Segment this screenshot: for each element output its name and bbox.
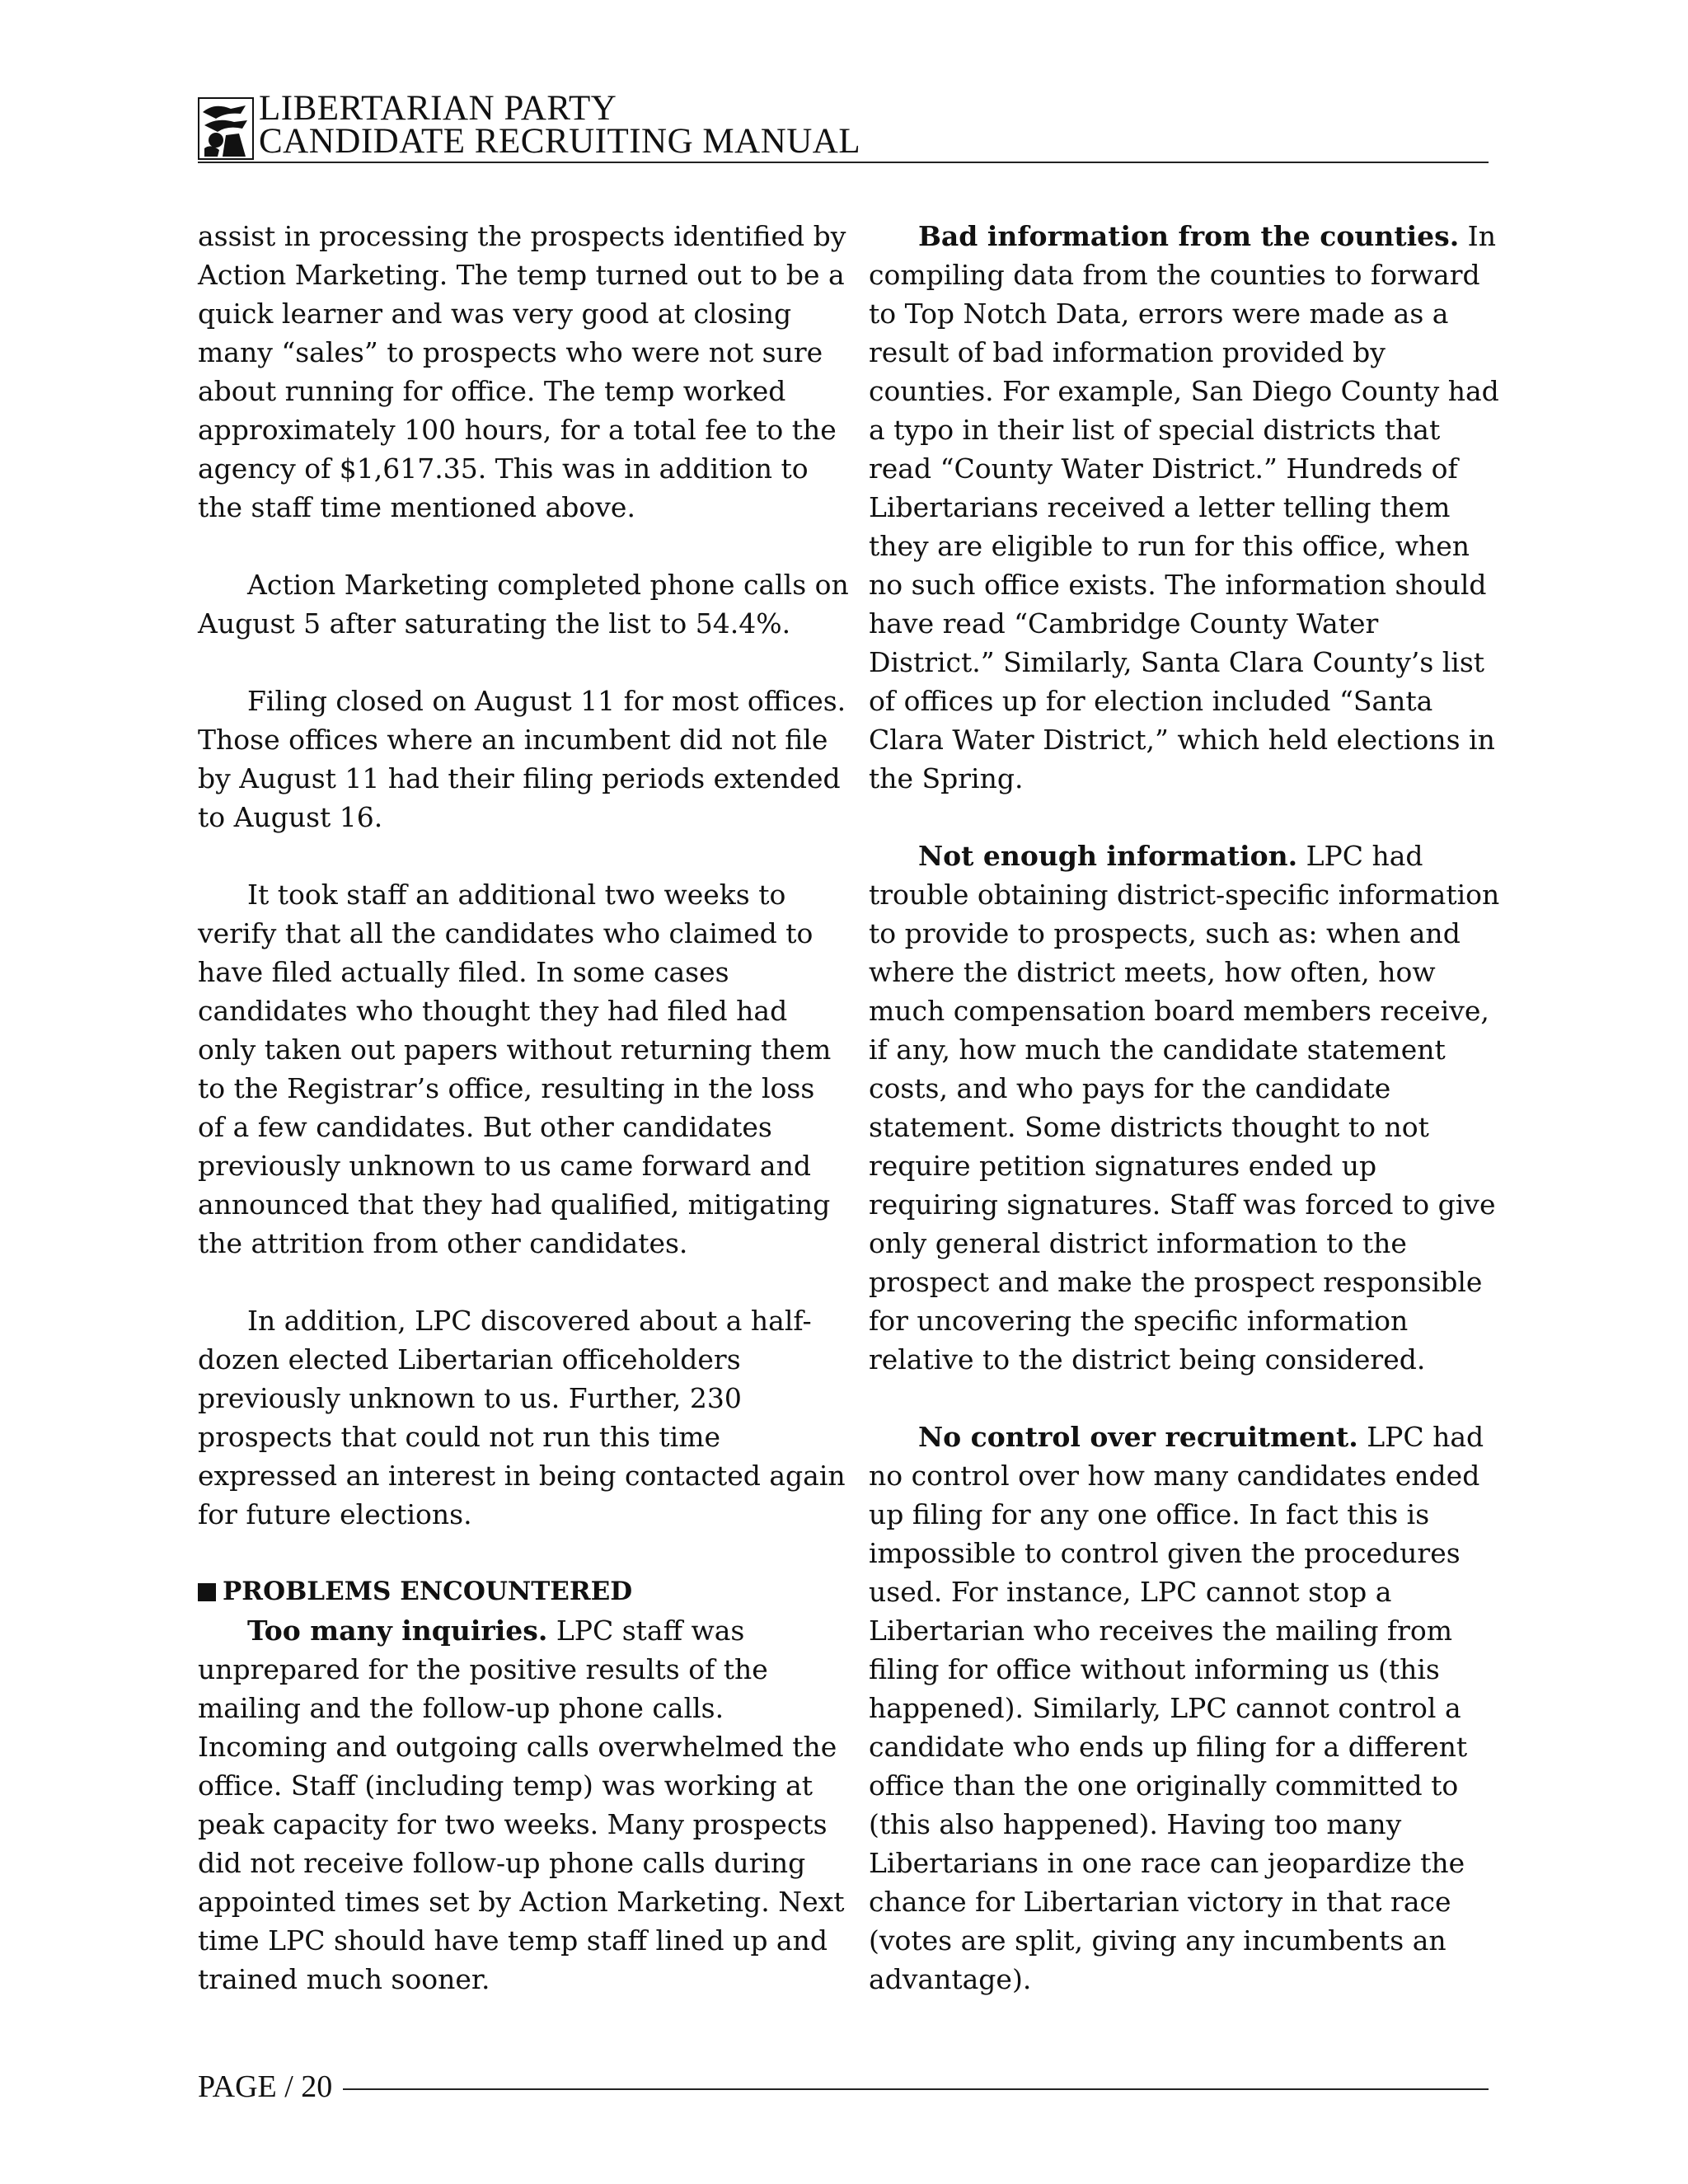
header-line-1: LIBERTARIAN PARTY xyxy=(259,89,617,128)
paragraph: Action Marketing completed phone calls on August 5 after saturating the list to 54.4%. xyxy=(198,569,849,640)
paragraph: Filing closed on August 11 for most offices. Those offices where an incumbent did not file by August 11 had their filing periods extended to August 16. xyxy=(198,685,846,833)
paragraph-lead: Bad information from the counties. xyxy=(918,220,1460,252)
section-heading-text: PROBLEMS ENCOUNTERED xyxy=(223,1577,633,1606)
paragraph: In addition, LPC discovered about a half-dozen elected Libertarian officeholders previously unknown to us. Further, 230 prospects that could not run this time expressed an interest in being contacted again for future elections. xyxy=(198,1305,846,1530)
paragraph-lead: No control over recruitment. xyxy=(918,1421,1358,1453)
paragraph: assist in processing the prospects identified by Action Marketing. The temp turned out to be a quick learner and was very good at closing many “sales” to prospects who were not sure about running for office. The temp worked approximately 100 hours, for a total fee to the agency of $1,617.35. This was in addition to the staff time mentioned above. xyxy=(198,220,846,523)
paragraph-lead: Too many inquiries. xyxy=(247,1615,548,1647)
paragraph-lead: Not enough information. xyxy=(918,840,1298,872)
paragraph xyxy=(869,1418,1503,1999)
page-number: PAGE / 20 xyxy=(198,2069,333,2104)
page-footer xyxy=(198,2069,1489,2110)
section-heading xyxy=(198,1572,849,1611)
paragraph-body: LPC had no control over how many candidates ended up filing for any one office. In fact this is impossible to control given the procedures used. For instance, LPC cannot stop a Libertarian who receives the mailing from filing for office without informing us (this happened). Similarly, LPC cannot control a candidate who ends up filing for a different office than the one originally committed to (this also happened). Having too many Libertarians in one race can jeopardize the chance for Libertarian victory in that race (votes are split, giving any incumbents an advantage). xyxy=(869,1421,1484,1995)
square-bullet-icon xyxy=(198,1583,216,1601)
paragraph: It took staff an additional two weeks to verify that all the candidates who claimed to have filed actually filed. In some cases candidates who thought they had filed had only taken out papers without returning them to the Registrar’s office, resulting in the loss of a few candidates. But other candidates previously unknown to us came forward and announced that they had qualified, mitigating the attrition from other candidates. xyxy=(198,879,832,1259)
header-divider xyxy=(198,162,1489,163)
header-line-2: CANDIDATE RECRUITING MANUAL xyxy=(259,122,861,161)
paragraph-body: In compiling data from the counties to forward to Top Notch Data, errors were made as a result of bad information provided by counties. For example, San Diego County had a typo in their list of special districts that read “County Water District.” Hundreds of Libertarians received a letter telling them they are eligible to run for this office, when no such office exists. The information should have read “Cambridge County Water District.” Similarly, Santa Clara County’s list of offices up for election included “Santa Clara Water District,” which held elections in the Spring. xyxy=(869,220,1499,794)
header-title xyxy=(259,89,861,161)
paragraph xyxy=(869,217,1503,798)
paragraph xyxy=(869,837,1503,1379)
paragraph-body: LPC staff was unprepared for the positive results of the mailing and the follow-up phone calls. Incoming and outgoing calls overwhelmed the office. Staff (including temp) was working at peak capacity for two weeks. Many prospects did not receive follow-up phone calls during appointed times set by Action Marketing. Next time LPC should have temp staff lined up and trained much sooner. xyxy=(198,1615,845,1995)
footer-divider xyxy=(343,2088,1489,2090)
statue-of-liberty-logo-icon xyxy=(198,97,254,160)
left-column xyxy=(198,217,849,1999)
paragraph-body: LPC had trouble obtaining district-specific information to provide to prospects, such as: when and where the district meets, how often, how much compensation board members receive, if any, how much the candidate statement costs, and who pays for the candidate statement. Some districts thought to not require petition signatures ended up requiring signatures. Staff was forced to give only general district information to the prospect and make the prospect responsible for uncovering the specific information relative to the district being considered. xyxy=(869,840,1500,1376)
right-column xyxy=(869,217,1503,2037)
paragraph xyxy=(198,1611,849,1999)
